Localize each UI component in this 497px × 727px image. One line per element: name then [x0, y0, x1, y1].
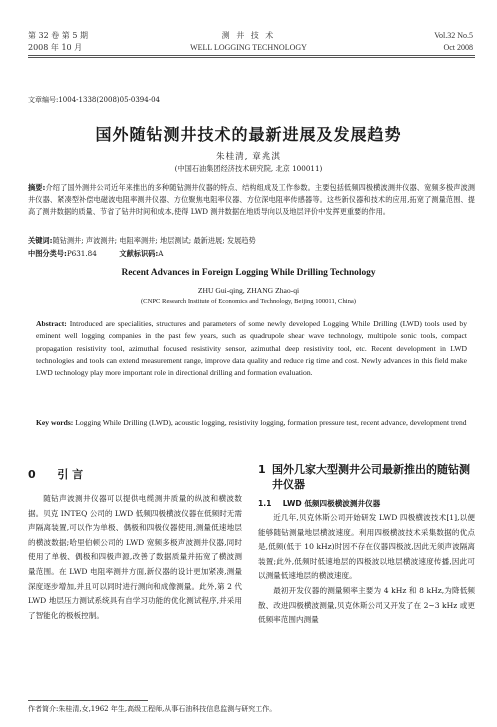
journal-date: 2008 年 10 月 — [28, 43, 83, 52]
affiliation: (中国石油集团经济技术研究院, 北京 100011) — [174, 164, 323, 173]
journal-name-en: WELL LOGGING TECHNOLOGY — [190, 43, 307, 52]
authors: 朱桂清, 章兆淇 — [215, 152, 282, 162]
section-0 — [28, 466, 242, 623]
abstract-zh-text: 介绍了国外测井公司近年来推出的多种随钻测井仪器的特点、结构组成及工作参数。主要包括低频四极横波测井仪器、宽频多极声波测井仪器、紧凑型补偿电磁波电阻率测井仪器、方位聚焦电阻率仪器、方位深电阻率传感器等。这些新仪器和技术的应用,拓宽了测量范围、提高了测井数据的质量、节省了钻井时间和成本,使得 LWD 测井数据在地质导向以及地层评价中发挥更重要的作用。 — [28, 183, 475, 217]
doc-code-label: 文献标识码: — [119, 249, 159, 258]
abstract-zh — [28, 182, 475, 219]
keywords-zh-label: 关键词: — [28, 236, 53, 245]
section-1-heading — [258, 462, 475, 492]
section-1-paragraph-2: 最初开发仪器的测量频率主要为 4 kHz 和 8 kHz,为降低频散、改进四极横波测量,贝克休斯公司又开发了在 2~3 kHz 或更低频率范围内测量 — [258, 585, 475, 625]
keywords-en-text: Logging While Drilling (LWD), acoustic logging, resistivity logging, formation pressure test, recent advance, development trend — [75, 418, 467, 427]
section-0-body — [28, 492, 242, 623]
affiliation-en: (CNPC Research Institute of Economics and Technology, Beijing 100011, China) — [140, 298, 357, 305]
abstract-en-label: Abstract: — [36, 319, 67, 328]
header-rule — [28, 55, 475, 56]
section-1-title: 国外几家大型测井公司最新推出的随钻测井仪器 — [272, 463, 470, 491]
journal-name: 测 井 技 术 — [221, 31, 276, 40]
classification — [28, 248, 475, 260]
keywords-zh-text: 随钻测井; 声波测井; 电阻率测井; 地层测试; 最新进展; 发展趋势 — [52, 236, 256, 245]
journal-volume-issue: 第 32 卷 第 5 期 — [28, 31, 88, 40]
header-rule-2 — [28, 57, 475, 58]
doc-code-value: A — [158, 249, 164, 258]
abstract-zh-label: 摘要: — [28, 183, 46, 192]
section-0-title: 引 言 — [57, 468, 84, 481]
section-1-paragraph-1: 近几年,贝克休斯公司开始研发 LWD 四极横波技术[1],以便能够随钻测量地层横波速度。利用四极横波技术采集数据的优点是,低频(低于 10 kHz)时因不存在仪器四极波,因此无须声波隔离装置;此外,低频时低速地层的四极波以地层横波速度传播,因此可以测量低速地层的横波速度。 — [258, 513, 475, 581]
keywords-en — [36, 417, 467, 429]
subsection-1-1-title: LWD 低频四极横波测井仪器 — [282, 499, 381, 508]
section-0-heading — [28, 466, 242, 482]
section-1-body — [258, 511, 475, 628]
subsection-1-1-number: 1.1 — [258, 499, 272, 508]
abstract-en-text: Introduced are specialities, structures and parameters of some newly developed Logging While Drilling (LWD) tools used by eminent well logging companies in the past few years, such as quadrupole shear wave technology, multipole sonic tools, compact propagation resistivity tool, azimuthal focused resistivity sensor, azimuthal deep resistivity tool, etc. Recent development in LWD technologies and tools can extend measurement range, improve data quality and reduce rig time and cost. Newly advances in this field make LWD technology play more important role in directional drilling and formation evaluation. — [36, 319, 467, 378]
abstract-en — [36, 318, 467, 379]
article-id: 文章编号:1004-1338(2008)05-0394-04 — [28, 96, 160, 104]
keywords-en-label: Key words: — [36, 418, 74, 427]
subsection-1-1-heading — [258, 498, 475, 509]
section-0-paragraph: 随钻声波测井仪器可以提供电缆测井质量的纵波和横波数据。贝克 INTEQ 公司的 LWD 低频四极横波仪器在低频时无需声隔离装置,可以作为单极、偶极和四极仪器使用,测量低速地层的横波数据;哈里伯顿公司的 LWD 宽频多极声波测井仪器,同时使用了单极、偶极和四极声源,改善了数据质量并拓宽了横波测量范围。在 LWD 电阻率测井方面,新仪器的设计更加紧凑,测量深度逐步增加,并且可以同时进行测向和成像测量。此外,第 2 代 LWD 地层压力测试系统具有自学习功能的优化测试程序,并采用了智能化的极板控制。 — [28, 494, 242, 620]
paper-title: 国外随钻测井技术的最新进展及发展趋势 — [95, 125, 402, 144]
journal-date-en: Oct 2008 — [443, 43, 473, 52]
clc-label: 中图分类号: — [28, 249, 67, 258]
paper-title-en: Recent Advances in Foreign Logging While Drilling Technology — [121, 268, 376, 278]
authors-en: ZHU Gui-qing, ZHANG Zhao-qi — [197, 286, 300, 295]
clc-value: P631.84 — [66, 249, 97, 258]
section-0-number: 0 — [28, 468, 36, 481]
footnote-rule — [28, 700, 148, 701]
author-bio-footnote: 作者简介:朱桂清,女,1962 年生,高级工程师,从事石油科技信息监测与研究工作。 — [28, 705, 277, 713]
section-1 — [258, 462, 475, 628]
section-1-number: 1 — [258, 463, 266, 476]
keywords-zh — [28, 235, 475, 247]
journal-vol-en: Vol.32 No.5 — [434, 31, 473, 40]
